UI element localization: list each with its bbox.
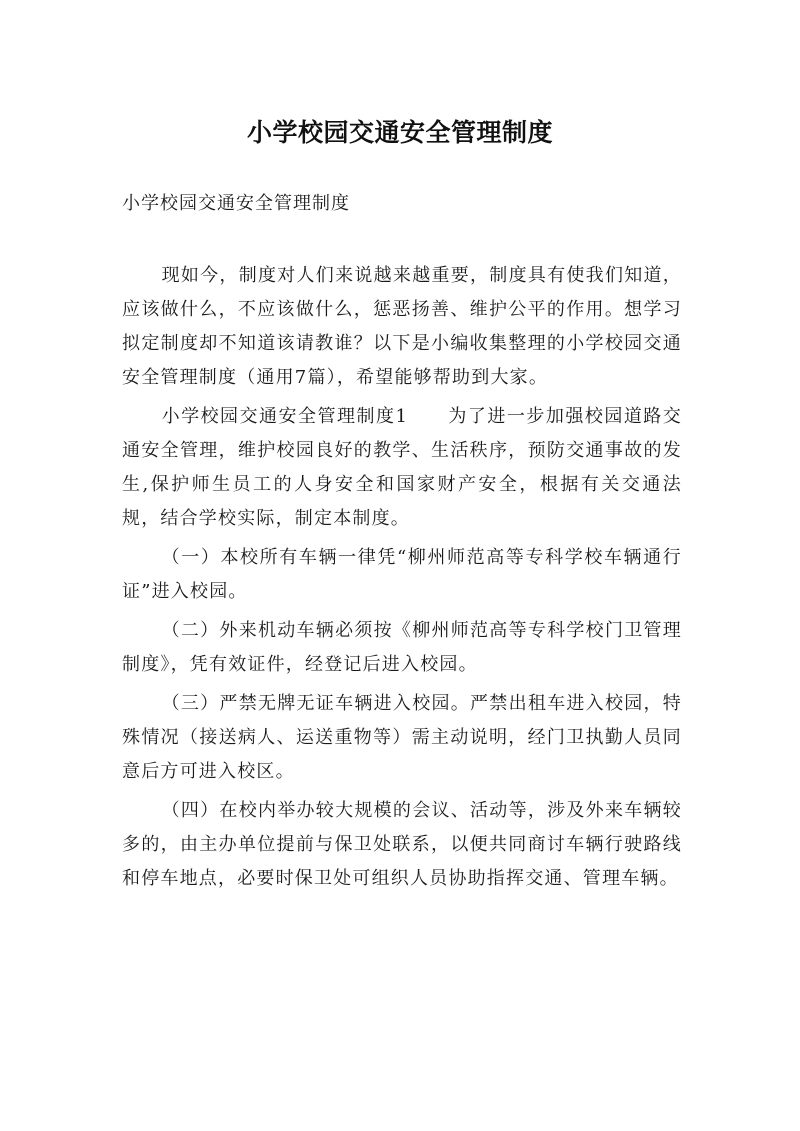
document-body <box>122 259 682 896</box>
rule-item-4: （四）在校内举办较大规模的会议、活动等，涉及外来车辆较多的，由主办单位提前与保卫处联系，以便共同商讨车辆行驶路线和停车地点，必要时保卫处可组织人员协助指挥交通、管理车辆。 <box>122 800 682 889</box>
rule-item-2: （二）外来机动车辆必须按《柳州师范高等专科学校门卫管理制度》，凭有效证件，经登记后进入校园。 <box>122 620 682 675</box>
document-title: 小学校园交通安全管理制度 <box>246 117 553 147</box>
rule-item-1: （一）本校所有车辆一律凭“柳州师范高等专科学校车辆通行证”进入校园。 <box>122 547 682 602</box>
rule-item-3: （三）严禁无牌无证车辆进入校园。严禁出租车进入校园，特殊情况（接送病人、运送重物等）需主动说明，经门卫执勤人员同意后方可进入校区。 <box>122 693 682 782</box>
section-1-heading: 小学校园交通安全管理制度1 <box>161 406 409 427</box>
intro-paragraph: 现如今，制度对人们来说越来越重要，制度具有使我们知道，应该做什么，不应该做什么，惩恶扬善、维护公平的作用。想学习拟定制度却不知道该请教谁？以下是小编收集整理的小学校园交通安全管理制度（通用7篇），希望能够帮助到大家。 <box>122 265 682 388</box>
section-1-paragraph <box>122 400 682 536</box>
section-1-text: 为了进一步加强校园道路交通安全管理，维护校园良好的教学、生活秩序，预防交通事故的发生,保护师生员工的人身安全和国家财产安全，根据有关交通法规，结合学校实际，制定本制度。 <box>122 406 682 529</box>
document-subtitle: 小学校园交通安全管理制度 <box>122 193 350 214</box>
